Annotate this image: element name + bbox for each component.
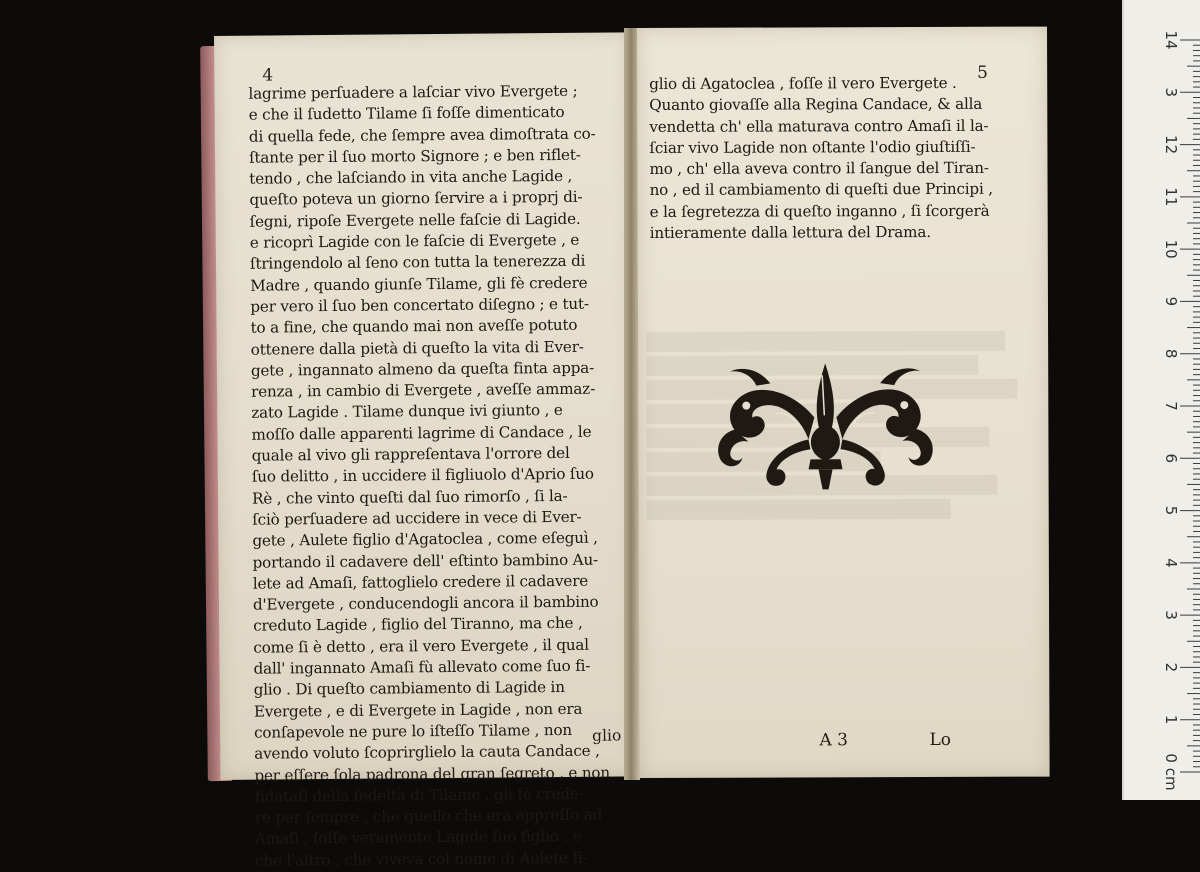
text-line: Evergete , e di Evergete in Lagide , non era [253, 699, 583, 721]
ruler-label: 11 [1162, 187, 1180, 207]
text-line: intieramente dalla lettura del Drama. [649, 223, 931, 243]
open-book [200, 28, 1050, 870]
catchword: glio [592, 726, 622, 745]
ruler-label: 1 [1162, 714, 1180, 725]
ruler-label: 12 [1162, 135, 1180, 155]
text-line: ſtringendolo al ſeno con tutta la tenerezza di [249, 252, 586, 274]
text-line: lagrime perſuadere a laſciar vivo Evergete ; [248, 81, 578, 103]
ruler-label: 7 [1162, 401, 1180, 411]
text-line: Amaſi , foſſe veramente Lagide ſuo figlio , e [254, 827, 582, 849]
text-line: Rè , che vinto queſti dal ſuo rimorſo , ſi la- [251, 486, 568, 508]
text-line: per eſſere ſola padrona del gran ſegreto , e non [254, 763, 610, 785]
right-page [637, 27, 1050, 778]
left-page [214, 32, 636, 870]
text-line: moſſo dalle apparenti lagrime di Candace , le [251, 422, 592, 444]
text-line: gete , ingannato almeno da queſta finta appa- [250, 358, 595, 380]
text-line: e che il ſudetto Tilame ſi foſſe dimenticato [248, 103, 565, 124]
ruler-label: 14 [1162, 30, 1180, 50]
ruler-label: 3 [1162, 610, 1180, 620]
signature-mark: A 3 [819, 730, 849, 751]
text-line: avendo voluto ſcoprirglielo la cauta Candace , [254, 741, 600, 763]
text-line: zato Lagide . Tilame dunque ivi giunto , e [251, 401, 563, 423]
ruler-scale [1124, 0, 1200, 800]
text-line: re per ſempre , che quello che era appreſſo ad [254, 805, 603, 827]
text-line: che l'altro , che viveva col nome di Aulete fi- [255, 848, 588, 870]
text-line: creduto Lagide , figlio del Tiranno, ma che , [253, 614, 583, 636]
measurement-ruler [1122, 0, 1200, 800]
text-line: ſegni, ripoſe Evergete nelle faſcie di Lagide. [249, 209, 581, 231]
text-line: e ricoprì Lagide con le faſcie di Evergete , e [249, 230, 580, 252]
left-page-text [248, 81, 610, 872]
ruler-label: 6 [1162, 453, 1180, 464]
text-line: conſapevole ne pure lo iſteſſo Tilame , non [254, 720, 573, 742]
ruler-label: 2 [1162, 662, 1180, 673]
text-line: fidataſi della fedeltà di Tilame , gli fè crede- [254, 784, 584, 806]
text-line: dall' ingannato Amaſi fù allevato come ſuo fi- [253, 656, 591, 678]
catchword: Lo [929, 729, 952, 750]
ruler-label: 9 [1162, 296, 1180, 307]
page-number: 5 [977, 62, 989, 83]
text-line: no , ed il cambiamento di queſti due Principi , [649, 180, 993, 200]
text-line: tendo , che laſciando in vita anche Lagide , [249, 167, 573, 188]
text-line: portando il cadavere dell' eſtinto bambino Au- [252, 550, 598, 572]
text-line: di quella fede, che ſempre avea dimoſtrata co- [248, 124, 596, 146]
text-line: ſtante per il ſuo morto Signore ; e ben riflet- [248, 145, 581, 167]
text-line: e la ſegretezza di queſto inganno , ſi ſcorgerà [649, 201, 990, 221]
text-line: renza , in cambio di Evergete , aveſſe ammaz- [251, 379, 596, 401]
right-page-text [649, 73, 993, 245]
page-number: 4 [262, 65, 274, 86]
text-line: ſciar vivo Lagide non oſtante l'odio giuſtiſſi- [649, 137, 976, 157]
text-line: ottenere dalla pietà di queſto la vita di Ever- [250, 337, 584, 359]
text-line: quale al vivo gli rappreſentava l'orrore del [251, 443, 570, 465]
text-line: queſto poteva un giorno ſervire a i proprj di- [249, 188, 583, 210]
text-line: d'Evergete , conducendogli ancora il bambino [252, 592, 599, 614]
ruler-label: 8 [1162, 348, 1180, 359]
ruler-label: 3 [1162, 87, 1180, 98]
ruler-label: 5 [1162, 505, 1180, 516]
text-line: ſuo delitto , in uccidere il figliuolo d'Aprio ſuo [251, 465, 594, 487]
text-line: come ſi è detto , era il vero Evergete , il qual [253, 635, 589, 657]
text-line: to a fine, che quando mai non aveſſe potuto [250, 316, 578, 337]
text-line: glio . Di queſto cambiamento di Lagide in [253, 678, 565, 699]
text-line: Quanto giovaſſe alla Regina Candace, & alla [649, 95, 983, 115]
text-line: lete ad Amaſi, fattoglielo credere il cadavere [252, 571, 589, 593]
text-line: glio di Agatoclea , foſſe il vero Evergete . [649, 73, 957, 93]
fleuron-ornament [710, 355, 940, 496]
text-line: per vero il ſuo ben concertato diſegno ; e tut- [250, 294, 589, 316]
text-line: Madre , quando giunſe Tilame, gli fè credere [250, 273, 588, 295]
text-line: gete , Aulete figlio d'Agatoclea , come eſeguì , [252, 528, 598, 550]
text-line: vendetta ch' ella maturava contro Amaſi il la- [649, 116, 989, 136]
text-line: mo , ch' ella aveva contro il ſangue del Tiran- [649, 158, 989, 179]
ruler-label: 10 [1162, 239, 1180, 259]
ruler-label: 0 cm [1162, 753, 1180, 791]
text-line: ſciò perſuadere ad uccidere in vece di Ever- [252, 507, 582, 529]
ruler-label: 4 [1162, 558, 1180, 568]
